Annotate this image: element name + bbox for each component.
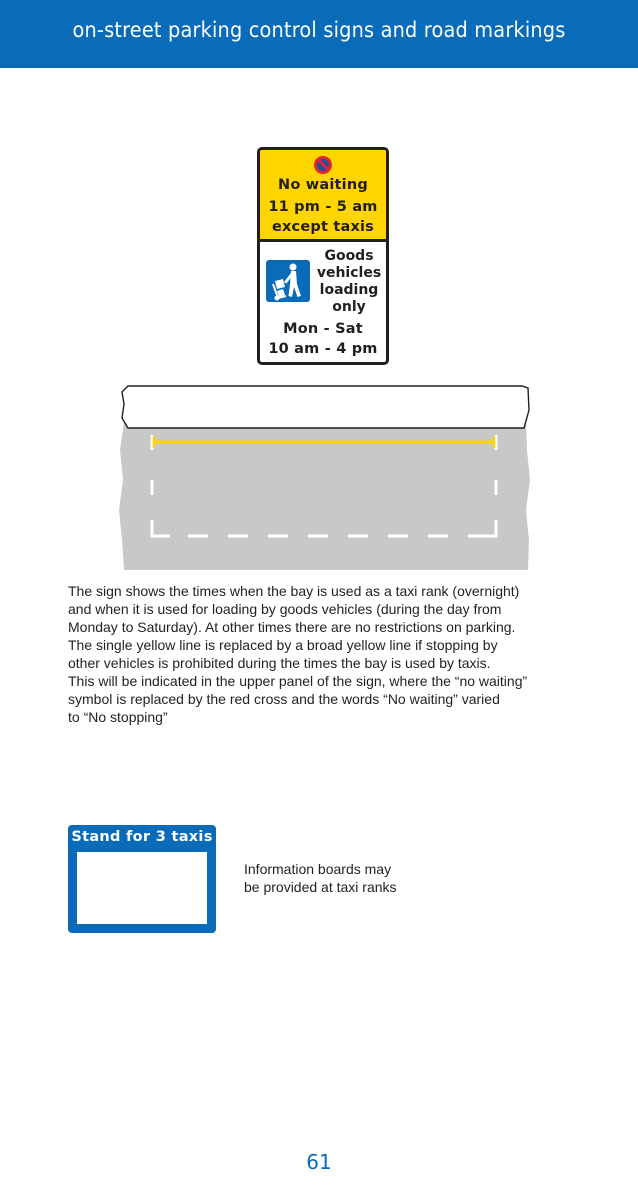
goods-text-line-4: only <box>332 299 366 315</box>
caption-line: and when it is used for loading by goods vehicles (during the day from <box>68 601 502 617</box>
caption-line: This will be indicated in the upper panel of the sign, where the “no waiting” <box>68 673 528 689</box>
caption-line: The sign shows the times when the bay is used as a taxi rank (overnight) <box>68 583 520 599</box>
sign-days-text: Mon - Sat <box>283 321 363 337</box>
board-note <box>244 860 464 896</box>
sign-except-text: except taxis <box>271 219 375 235</box>
caption-line: other vehicles is prohibited during the times the bay is used by taxis. <box>68 655 491 671</box>
road-diagram <box>118 380 534 572</box>
goods-text-line-1: Goods <box>324 248 374 264</box>
goods-text-line-3: loading <box>319 282 379 298</box>
sign-upper-panel <box>260 150 386 242</box>
taxi-information-board <box>68 825 216 933</box>
caption-line: to “No stopping” <box>68 709 168 725</box>
sign-hours-text: 10 am - 4 pm <box>268 341 378 357</box>
sign-lower-panel <box>260 242 386 362</box>
caption-line: The single yellow line is replaced by a broad yellow line if stopping by <box>68 637 498 653</box>
sign-no-waiting-text: No waiting <box>278 177 368 193</box>
board-note-line: Information boards may <box>244 861 392 877</box>
page-number: 61 <box>306 1150 332 1174</box>
parking-control-sign <box>257 147 389 365</box>
no-waiting-icon <box>314 156 332 174</box>
goods-loading-icon <box>266 260 310 302</box>
board-note-line: be provided at taxi ranks <box>244 879 397 895</box>
caption-line: symbol is replaced by the red cross and the words “No waiting” varied <box>68 691 500 707</box>
caption-line: Monday to Saturday). At other times there are no restrictions on parking. <box>68 619 516 635</box>
sign-time-text: 11 pm - 5 am <box>268 199 378 215</box>
board-panel <box>77 852 207 924</box>
goods-text-line-2: vehicles <box>316 265 382 281</box>
carriageway <box>119 422 530 570</box>
kerb <box>122 386 529 428</box>
header-title: on-street parking control signs and road markings <box>72 18 566 42</box>
board-title: Stand for 3 taxis <box>71 829 213 845</box>
page-header <box>0 0 638 68</box>
diagram-caption <box>68 582 588 726</box>
